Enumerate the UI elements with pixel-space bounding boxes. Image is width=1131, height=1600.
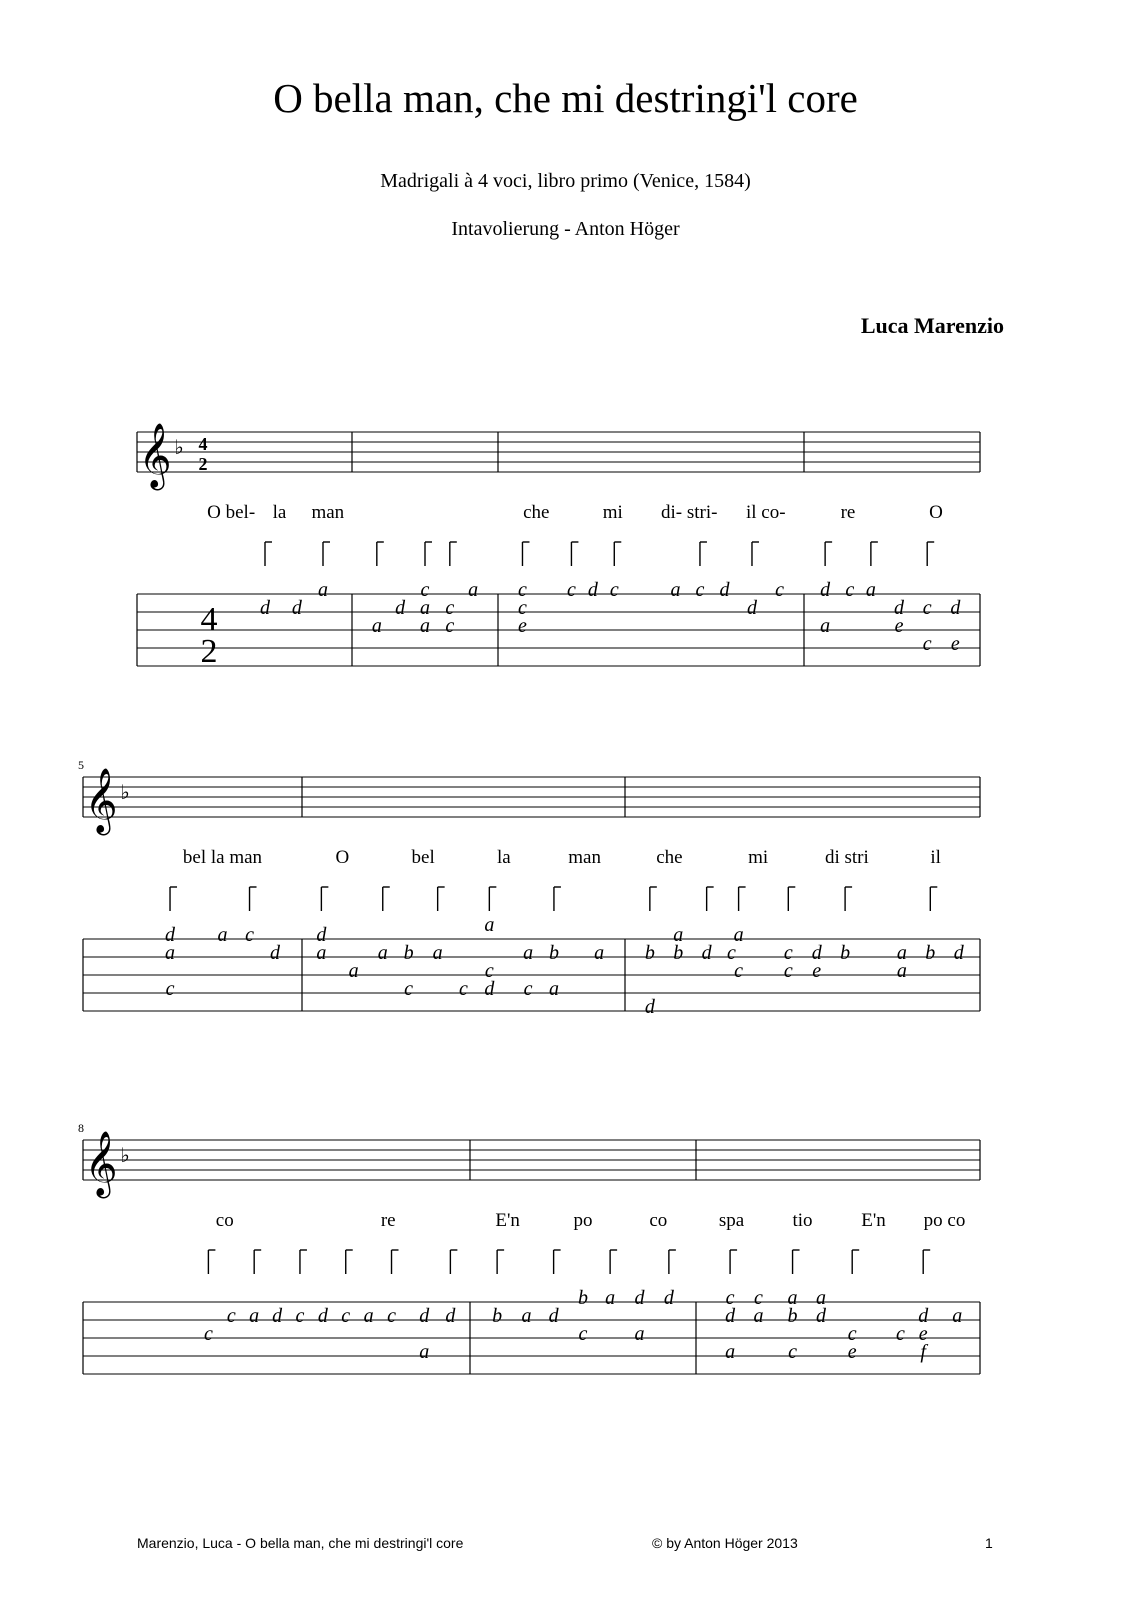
tab-letter: a xyxy=(432,942,443,964)
tab-letter: c xyxy=(922,633,932,655)
lyric-syllable: tio xyxy=(792,1210,813,1231)
lyric-syllable: O bel- xyxy=(207,502,256,523)
source-subtitle: Madrigali à 4 voci, libro primo (Venice, 1584) xyxy=(380,170,751,192)
tab-letter: d xyxy=(701,942,712,964)
footer-copyright: © by Anton Höger 2013 xyxy=(652,1535,798,1551)
tab-letter: a xyxy=(165,942,176,964)
tab-letter: c xyxy=(404,978,414,1000)
lyric-syllable: bel la man xyxy=(182,847,263,868)
tab-letter: d xyxy=(815,1305,826,1327)
tab-letter: a xyxy=(605,1287,616,1309)
tab-letter: a xyxy=(733,924,744,946)
tab-letter: a xyxy=(217,924,228,946)
treble-clef-icon: 𝄞 xyxy=(84,768,118,833)
page-title: O bella man, che mi destringi'l core xyxy=(273,75,858,121)
tab-letter: e xyxy=(894,615,904,637)
tab-letter: d xyxy=(950,597,961,619)
lyric-syllable: di- stri- xyxy=(661,502,718,523)
tab-letter: a xyxy=(249,1305,260,1327)
treble-clef-icon: 𝄞 xyxy=(138,423,172,488)
tab-letter: d xyxy=(725,1305,736,1327)
lyric-syllable: che xyxy=(656,847,683,868)
tab-letter: e xyxy=(518,615,527,637)
footer-title: Marenzio, Luca - O bella man, che mi destringi'l core xyxy=(137,1535,464,1551)
tab-letter: c xyxy=(518,597,527,619)
tab-letter: a xyxy=(419,1341,430,1363)
tab-letter: c xyxy=(420,579,430,601)
tab-letter: d xyxy=(269,942,280,964)
tab-letter: a xyxy=(753,1305,764,1327)
tab-letter: c xyxy=(783,942,793,964)
tab-letter: c xyxy=(523,978,533,1000)
arranger-credit: Intavolierung - Anton Höger xyxy=(451,218,680,240)
tab-letter: d xyxy=(820,579,831,601)
tab-letter: a xyxy=(594,942,605,964)
lyric-syllable: O xyxy=(335,847,350,868)
measure-number: 5 xyxy=(78,758,84,772)
composer-name: Luca Marenzio xyxy=(860,313,1004,338)
tab-letter: d xyxy=(445,1305,456,1327)
tab-letter: d xyxy=(317,1305,328,1327)
tab-letter: d xyxy=(663,1287,674,1309)
tab-letter: c xyxy=(245,924,254,946)
tab-letter: d xyxy=(316,924,327,946)
tab-letter: c xyxy=(445,597,455,619)
flat-key-signature-icon: ♭ xyxy=(174,435,184,459)
tab-letter: c xyxy=(445,615,455,637)
tab-letter: a xyxy=(548,978,559,1000)
tab-letter: a xyxy=(865,579,876,601)
lyric-syllable: co xyxy=(215,1210,234,1231)
tab-letter: e xyxy=(847,1341,857,1363)
tab-letter: d xyxy=(291,597,302,619)
tab-letter: c xyxy=(165,978,175,1000)
time-signature-bottom: 2 xyxy=(198,454,208,474)
tab-letter: d xyxy=(272,1305,283,1327)
tab-letter: c xyxy=(459,978,468,1000)
tab-letter: b xyxy=(644,942,655,964)
tab-letter: d xyxy=(165,924,176,946)
tab-letter: b xyxy=(403,942,414,964)
tab-letter: a xyxy=(363,1305,374,1327)
tab-letter: c xyxy=(788,1341,798,1363)
tab-letter: a xyxy=(673,924,684,946)
tab-time-signature-bottom: 2 xyxy=(200,633,218,670)
lyric-syllable: man xyxy=(311,502,345,523)
tab-letter: c xyxy=(226,1305,236,1327)
tab-letter: a xyxy=(896,942,907,964)
tab-letter: c xyxy=(845,579,855,601)
lyric-syllable: co xyxy=(649,1210,668,1231)
tab-letter: d xyxy=(811,942,822,964)
tab-letter: c xyxy=(896,1323,905,1345)
tab-letter: c xyxy=(775,579,784,601)
tab-letter: c xyxy=(847,1323,857,1345)
lyric-syllable: spa xyxy=(718,1210,745,1231)
tab-letter: c xyxy=(754,1287,763,1309)
tab-letter: c xyxy=(727,942,736,964)
tab-letter: e xyxy=(950,633,960,655)
tab-letter: c xyxy=(922,597,932,619)
tab-time-signature-top: 4 xyxy=(200,601,218,638)
tab-letter: a xyxy=(952,1305,963,1327)
tab-letter: d xyxy=(395,597,406,619)
tab-letter: a xyxy=(348,960,359,982)
tab-letter: b xyxy=(787,1305,798,1327)
tab-letter: a xyxy=(377,942,388,964)
lyric-syllable: O xyxy=(929,502,943,523)
tab-letter: d xyxy=(419,1305,430,1327)
tab-letter: d xyxy=(634,1287,645,1309)
tab-letter: d xyxy=(644,996,655,1018)
tab-letter: d xyxy=(746,597,757,619)
tab-letter: a xyxy=(468,579,479,601)
tab-letter: b xyxy=(578,1287,588,1309)
tab-letter: a xyxy=(670,579,681,601)
tab-letter: d xyxy=(918,1305,929,1327)
tab-letter: a xyxy=(318,579,328,601)
tab-letter: b xyxy=(840,942,851,964)
tab-letter: c xyxy=(484,960,494,982)
tab-letter: d xyxy=(894,597,905,619)
tab-letter: d xyxy=(719,579,730,601)
measure-number: 8 xyxy=(78,1121,84,1135)
tab-letter: a xyxy=(787,1287,798,1309)
flat-key-signature-icon: ♭ xyxy=(120,780,130,804)
tab-letter: c xyxy=(518,579,527,601)
tab-letter: c xyxy=(725,1287,735,1309)
lyric-syllable: il xyxy=(930,847,941,868)
tab-letter: c xyxy=(734,960,744,982)
tab-letter: a xyxy=(523,942,534,964)
lyric-syllable: po co xyxy=(923,1210,966,1231)
tab-letter: a xyxy=(815,1287,826,1309)
tab-letter: a xyxy=(521,1305,532,1327)
treble-clef-icon: 𝄞 xyxy=(84,1131,118,1196)
lyric-syllable: bel xyxy=(411,847,435,868)
lyric-syllable: il co- xyxy=(745,502,786,523)
tab-letter: a xyxy=(725,1341,736,1363)
tab-letter: b xyxy=(492,1305,503,1327)
tab-letter: c xyxy=(341,1305,351,1327)
lyric-syllable: re xyxy=(380,1210,396,1231)
tab-letter: d xyxy=(548,1305,559,1327)
tab-letter: b xyxy=(548,942,559,964)
tab-letter: d xyxy=(484,978,495,1000)
lyric-syllable: di stri xyxy=(824,847,869,868)
lyric-syllable: mi xyxy=(748,847,769,868)
flat-key-signature-icon: ♭ xyxy=(120,1143,130,1167)
tab-letter: a xyxy=(820,615,831,637)
tab-letter: c xyxy=(295,1305,305,1327)
lyric-syllable: la xyxy=(272,502,287,523)
lyric-syllable: E'n xyxy=(861,1210,886,1231)
lyric-syllable: re xyxy=(840,502,856,523)
lyric-syllable: la xyxy=(497,847,511,868)
tab-letter: e xyxy=(918,1323,928,1345)
tab-letter: b xyxy=(925,942,936,964)
time-signature-top: 4 xyxy=(198,434,208,454)
lyric-syllable: mi xyxy=(602,502,623,523)
tab-letter: c xyxy=(387,1305,396,1327)
tab-letter: e xyxy=(812,960,822,982)
tab-letter: c xyxy=(203,1323,213,1345)
tab-letter: a xyxy=(896,960,907,982)
tab-letter: c xyxy=(566,579,576,601)
tab-letter: c xyxy=(695,579,705,601)
tab-letter: a xyxy=(420,615,430,637)
tab-letter: f xyxy=(920,1341,926,1363)
lyric-syllable: man xyxy=(568,847,601,868)
tab-letter: a xyxy=(634,1323,645,1345)
tab-letter: a xyxy=(420,597,430,619)
footer-page-number: 1 xyxy=(985,1535,993,1551)
tab-letter: c xyxy=(609,579,619,601)
tab-letter: b xyxy=(673,942,684,964)
tab-letter: a xyxy=(316,942,327,964)
lyric-syllable: che xyxy=(523,502,550,523)
tab-letter: d xyxy=(587,579,598,601)
tab-letter: a xyxy=(484,914,495,936)
tab-letter: d xyxy=(260,597,270,619)
lyric-syllable: E'n xyxy=(495,1210,520,1231)
lyric-syllable: po xyxy=(573,1210,593,1231)
tab-letter: d xyxy=(953,942,964,964)
tab-letter: c xyxy=(578,1323,588,1345)
tab-letter: c xyxy=(783,960,793,982)
tab-letter: a xyxy=(371,615,382,637)
